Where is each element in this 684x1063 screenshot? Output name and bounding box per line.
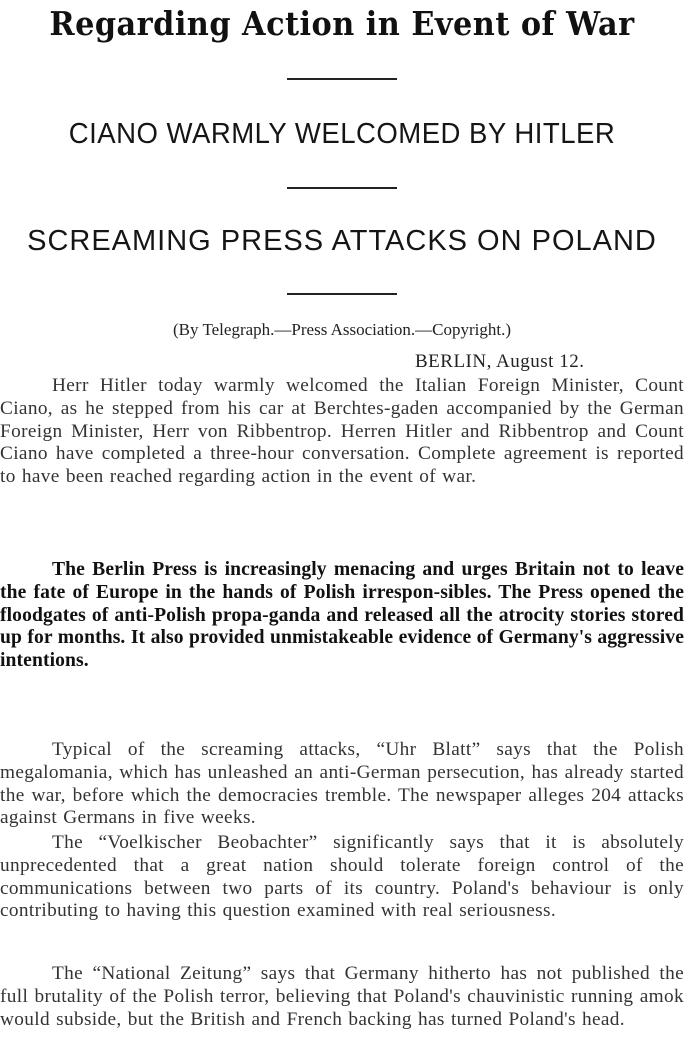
headline-divider bbox=[287, 187, 397, 189]
headline-divider bbox=[287, 293, 397, 295]
article-dateline: BERLIN, August 12. bbox=[415, 351, 585, 372]
article-subheadline-1: CIANO WARMLY WELCOMED BY HITLER bbox=[68, 118, 616, 150]
article-headline: Regarding Action in Event of War bbox=[49, 4, 635, 43]
article-paragraph: Herr Hitler today warmly welcomed the Italian Foreign Minister, Count Ciano, as he stepped from his car at Berchtes-gaden accompanied by the German Foreign Minister, Herr von Ribbentrop. Herren Hitler and Ribbentrop and Count Ciano have completed a three-hour conversation. Complete agreement is reported to have been reached regarding action in the event of war. bbox=[0, 375, 684, 488]
article-byline: (By Telegraph.—Press Association.—Copyright.) bbox=[173, 320, 511, 339]
article-subheadline-2: SCREAMING PRESS ATTACKS ON POLAND bbox=[27, 225, 657, 257]
headline-divider bbox=[287, 78, 397, 80]
article-paragraph: The Berlin Press is increasingly menacing and urges Britain not to leave the fate of Europe in the hands of Polish irrespon-sibles. The Press opened the floodgates of anti-Polish propa-ganda and released all the atrocity stories stored up for months. It also provided unmistakeable evidence of Germany's aggressive intentions. bbox=[0, 559, 684, 672]
article-paragraph: The “National Zeitung” says that Germany hitherto has not published the full brutality of the Polish terror, believing that Poland's chauvinistic running amok would subside, but the British and French backing has turned Poland's head. bbox=[0, 963, 684, 1030]
article-paragraph: Typical of the screaming attacks, “Uhr Blatt” says that the Polish megalomania, which has unleashed an anti-German persecution, has already started the war, before which the democracies tremble. The newspaper alleges 204 attacks against Germans in five weeks. bbox=[0, 739, 684, 829]
article-paragraph: The “Voelkischer Beobachter” significantly says that it is absolutely unprecedented that a great nation should tolerate foreign control of the communications between two parts of its country. Poland's behaviour is only contributing to having this question examined with real seriousness. bbox=[0, 832, 684, 922]
